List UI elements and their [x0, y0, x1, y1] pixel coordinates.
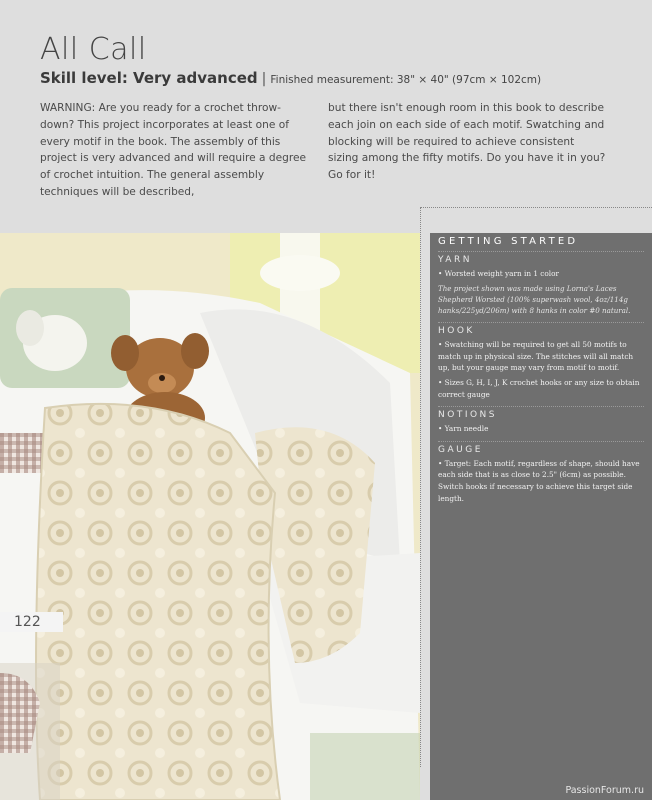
photo-illustration	[0, 233, 420, 800]
dotted-divider-vertical	[420, 207, 421, 767]
hook-item-1: • Swatching will be required to get all 50 motifs to match up in physical size. The stitches will all match up, but your gauge may vary from motif to motif.	[438, 340, 634, 373]
notions-heading: NOTIONS	[438, 406, 644, 420]
separator: |	[261, 71, 267, 87]
getting-started-panel	[430, 233, 652, 800]
hook-heading: HOOK	[438, 322, 644, 336]
intro-column-2	[328, 100, 608, 184]
notions-item: • Yarn needle	[438, 424, 489, 434]
hook-item-2: • Sizes G, H, I, J, K crochet hooks or any size to obtain correct gauge	[438, 377, 640, 399]
intro-column-1	[40, 100, 310, 201]
intro-text-1: WARNING: Are you ready for a crochet throw-down? This project incorporates at least one of every motif in the book. The assembly of this project is very advanced and will require a degree of crochet intuition. The general assembly techniques will be described,	[40, 102, 307, 198]
page-title: All Call	[40, 32, 147, 67]
getting-started-heading: GETTING STARTED	[438, 236, 579, 247]
intro-text-2: but there isn't enough room in this book to describe each join on each side of each motif. Swatching and blocking will be required to achieve consistent sizing among the fifty motifs. Do you have it in you? Go for it!	[328, 102, 606, 182]
page-number: 122	[0, 612, 63, 632]
yarn-heading: YARN	[438, 251, 644, 265]
finished-measurement: Finished measurement: 38" × 40" (97cm × 102cm)	[270, 74, 542, 86]
skill-line	[40, 68, 541, 87]
gauge-item: • Target: Each motif, regardless of shape, should have each side that is as close to 2.5" (6cm) as possible. Switch hooks if necessary to achieve this target side length.	[438, 458, 640, 503]
yarn-item: • Worsted weight yarn in 1 color	[438, 269, 560, 278]
gauge-heading: GAUGE	[438, 441, 644, 455]
dotted-divider-horizontal	[420, 207, 652, 208]
watermark: PassionForum.ru	[565, 785, 644, 796]
yarn-note: The project shown was made using Lorna's Laces Shepherd Worsted (100% superwash wool, 4oz/114g hanks/225yd/206m) with 8 hanks in color #0 natural.	[438, 283, 631, 315]
project-photo	[0, 233, 420, 800]
skill-level: Skill level: Very advanced	[40, 69, 258, 87]
